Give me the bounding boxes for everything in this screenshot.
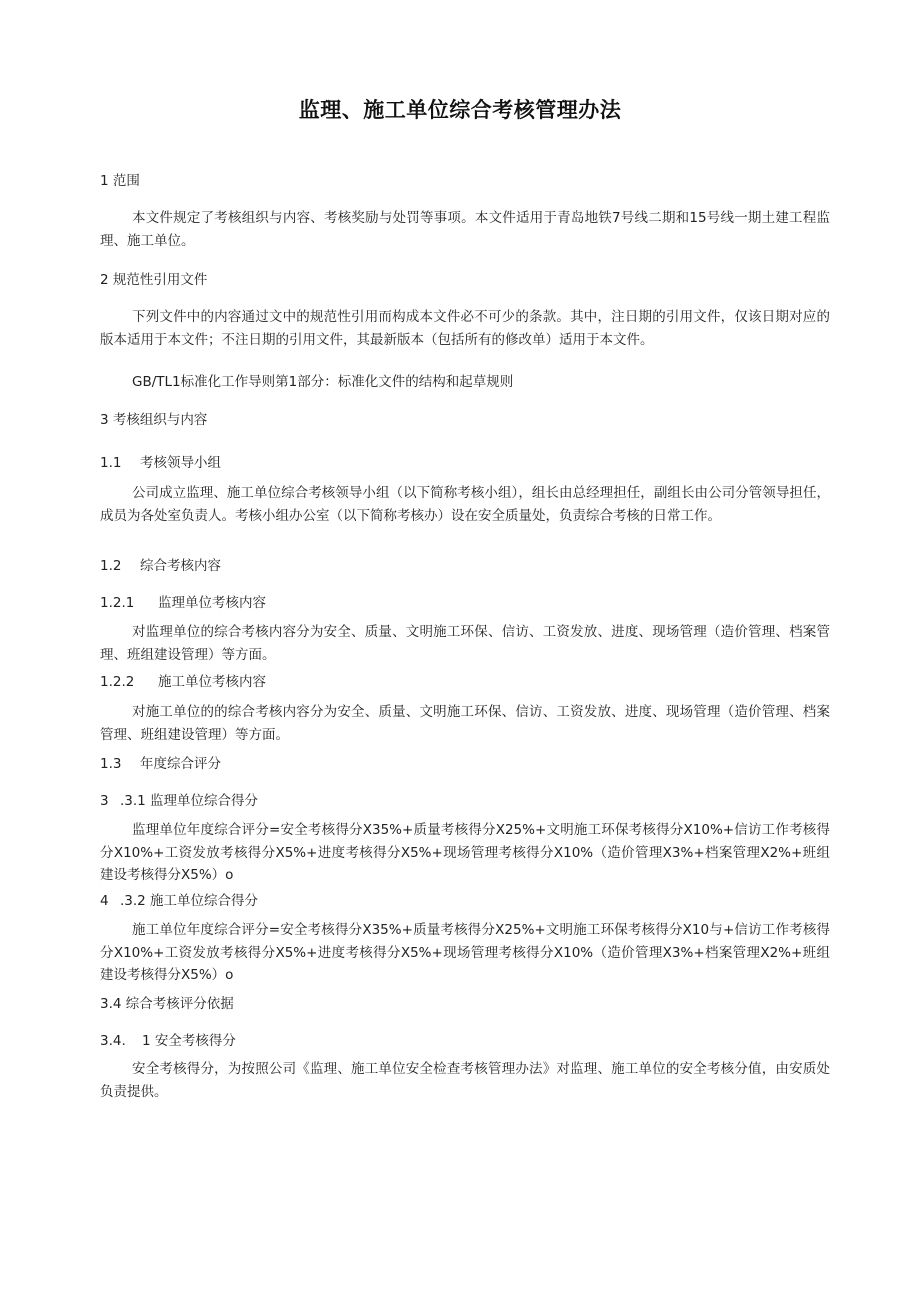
subsection-3-4-1-heading: [100, 1030, 830, 1053]
subsection-1-2-1-title: 监理单位考核内容: [158, 595, 266, 611]
subsection-1-2-1-number: 1.2.1: [100, 595, 135, 611]
subsection-3-3-2-title: .3.2 施工单位综合得分: [120, 893, 259, 909]
subsection-1-2-2-paragraph: 对施工单位的的综合考核内容分为安全、质量、文明施工环保、信访、工资发放、进度、现场管理（造价管理、档案管理、班组建设管理）等方面。: [100, 704, 830, 743]
subsection-3-4-1-paragraph: 安全考核得分，为按照公司《监理、施工单位安全检查考核管理办法》对监理、施工单位的安全考核分值，由安质处负责提供。: [100, 1061, 830, 1100]
subsection-1-1-number: 1.1: [100, 455, 122, 471]
subsection-1-2-1-heading: [100, 592, 830, 615]
subsection-1-2-2-number: 1.2.2: [100, 674, 135, 690]
subsection-3-3-2-paragraph: 施工单位年度综合评分=安全考核得分X35%+质量考核得分X25%+文明施工环保考核得分X10与+信访工作考核得分X10%+工资发放考核得分X5%+进度考核得分X5%+现场管理考核得分X10%（造价管理X3%+档案管理X2%+班组建设考核得分X5%）o: [100, 922, 830, 983]
subsection-3-3-1-heading: [100, 790, 830, 813]
subsection-3-4-heading: 3.4 综合考核评分依据: [100, 996, 234, 1012]
section-1-heading: 1 范围: [100, 173, 140, 189]
subsection-3-4-1-number: 3.4.: [100, 1033, 126, 1049]
section-2-reference: GB/TL1标准化工作导则第1部分：标准化文件的结构和起草规则: [132, 374, 514, 390]
subsection-1-2-title: 综合考核内容: [140, 558, 221, 574]
subsection-3-4-1-title: 1 安全考核得分: [142, 1033, 236, 1049]
subsection-1-1-title: 考核领导小组: [140, 455, 221, 471]
subsection-1-2-2-heading: [100, 671, 830, 694]
section-2-paragraph: 下列文件中的内容通过文中的规范性引用而构成本文件必不可少的条款。其中，注日期的引用文件，仅该日期对应的版本适用于本文件；不注日期的引用文件，其最新版本（包括所有的修改单）适用于本文件。: [100, 309, 830, 348]
subsection-1-2-heading: [100, 555, 830, 578]
subsection-1-2-2-title: 施工单位考核内容: [158, 674, 266, 690]
subsection-1-1-heading: [100, 452, 830, 475]
section-2-heading: 2 规范性引用文件: [100, 272, 208, 288]
subsection-3-3-1-paragraph: 监理单位年度综合评分=安全考核得分X35%+质量考核得分X25%+文明施工环保考核得分X10%+信访工作考核得分X10%+工资发放考核得分X5%+进度考核得分X5%+现场管理考核得分X10%（造价管理X3%+档案管理X2%+班组建设考核得分X5%）o: [100, 822, 830, 883]
subsection-1-3-title: 年度综合评分: [140, 756, 221, 772]
subsection-1-1-paragraph: 公司成立监理、施工单位综合考核领导小组（以下简称考核小组），组长由总经理担任，副组长由公司分管领导担任，成员为各处室负责人。考核小组办公室（以下简称考核办）设在安全质量处，负责综合考核的日常工作。: [100, 485, 830, 524]
subsection-1-3-heading: [100, 753, 830, 776]
subsection-3-3-2-number: 4: [100, 893, 109, 909]
subsection-1-3-number: 1.3: [100, 756, 122, 772]
subsection-1-2-1-paragraph: 对监理单位的综合考核内容分为安全、质量、文明施工环保、信访、工资发放、进度、现场管理（造价管理、档案管理、班组建设管理）等方面。: [100, 624, 830, 663]
document-title: 监理、施工单位综合考核管理办法: [298, 98, 622, 122]
subsection-3-3-1-number: 3: [100, 793, 109, 809]
section-3-heading: 3 考核组织与内容: [100, 412, 208, 428]
subsection-1-2-number: 1.2: [100, 558, 122, 574]
section-1-paragraph: 本文件规定了考核组织与内容、考核奖励与处罚等事项。本文件适用于青岛地铁7号线二期和15号线一期土建工程监理、施工单位。: [100, 210, 830, 249]
subsection-3-3-2-heading: [100, 890, 830, 913]
subsection-3-3-1-title: .3.1 监理单位综合得分: [120, 793, 259, 809]
